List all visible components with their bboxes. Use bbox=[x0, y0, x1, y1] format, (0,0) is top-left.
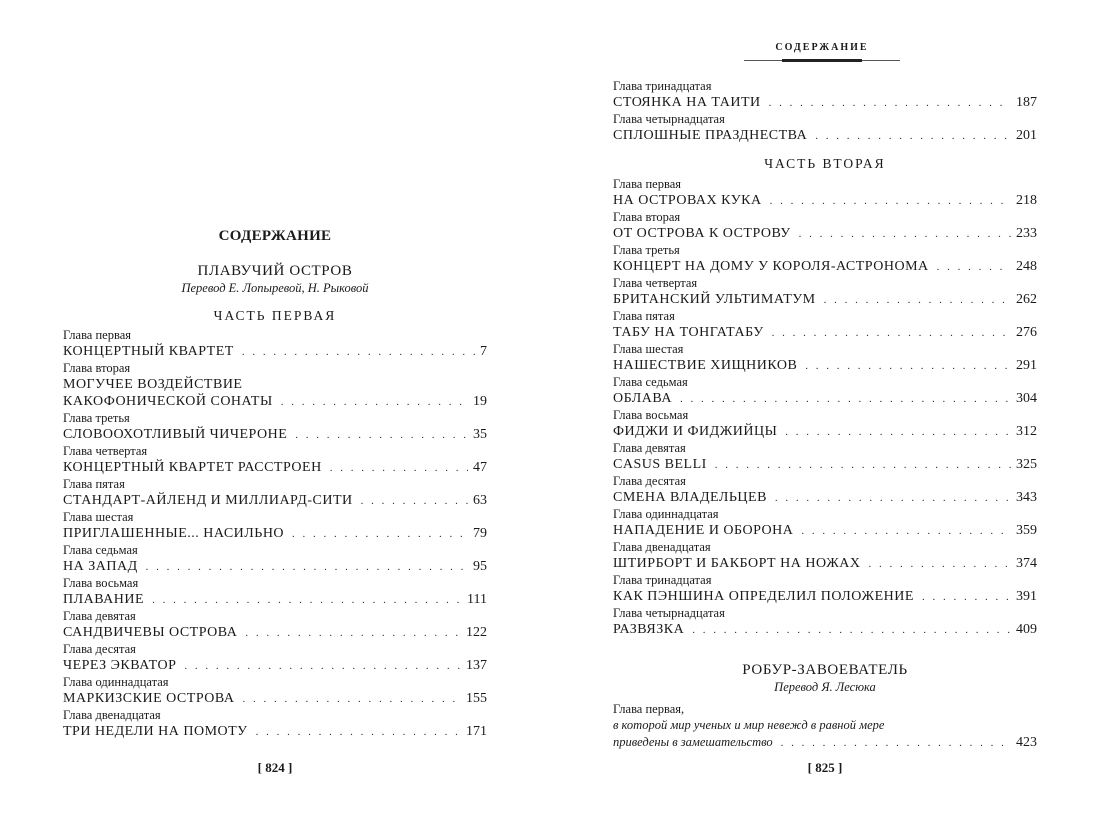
toc-entry bbox=[613, 258, 1037, 275]
dot-leader bbox=[781, 735, 1011, 752]
toc-list-part1-continued bbox=[613, 78, 1037, 144]
page-number: 359 bbox=[1016, 523, 1037, 538]
chapter-title: МАРКИЗСКИЕ ОСТРОВА bbox=[63, 691, 235, 706]
chapter-title: НАПАДЕНИЕ И ОБОРОНА bbox=[613, 523, 794, 538]
chapter-label: Глава тринадцатая bbox=[613, 573, 712, 587]
page-number: 47 bbox=[473, 460, 487, 475]
dot-leader bbox=[769, 95, 1011, 112]
chapter-title: СТАНДАРТ-АЙЛЕНД И МИЛЛИАРД-СИТИ bbox=[63, 493, 353, 508]
chapter-label: Глава десятая bbox=[613, 474, 686, 488]
toc-entry bbox=[613, 324, 1037, 341]
chapter-label: Глава одиннадцатая bbox=[63, 675, 169, 689]
dot-leader bbox=[770, 193, 1011, 210]
page-number: 218 bbox=[1016, 193, 1037, 208]
part-title: ЧАСТЬ ВТОРАЯ bbox=[764, 156, 886, 171]
toc-entry bbox=[63, 558, 487, 575]
chapter-title: приведены в замешательство bbox=[613, 735, 773, 749]
chapter-label: Глава девятая bbox=[63, 609, 136, 623]
page-number: 248 bbox=[1016, 259, 1037, 274]
dot-leader bbox=[692, 622, 1011, 639]
chapter-label: Глава тринадцатая bbox=[613, 79, 712, 93]
chapter-title: САНДВИЧЕВЫ ОСТРОВА bbox=[63, 625, 238, 640]
page-number: 233 bbox=[1016, 226, 1037, 241]
dot-leader bbox=[772, 325, 1011, 342]
page-number: 155 bbox=[466, 691, 487, 706]
chapter-title: CASUS BELLI bbox=[613, 457, 707, 472]
page-number: 137 bbox=[466, 658, 487, 673]
chapter-title: КОНЦЕРТНЫЙ КВАРТЕТ bbox=[63, 344, 234, 359]
toc-entry bbox=[63, 657, 487, 674]
toc-entry bbox=[63, 525, 487, 542]
chapter-title: СТОЯНКА НА ТАИТИ bbox=[613, 95, 761, 110]
toc-list-part2 bbox=[613, 176, 1037, 638]
chapter-label: Глава четырнадцатая bbox=[613, 606, 725, 620]
toc-entry bbox=[613, 192, 1037, 209]
toc-entry bbox=[613, 291, 1037, 308]
dot-leader bbox=[815, 128, 1011, 145]
toc-entry bbox=[613, 621, 1037, 638]
dot-leader bbox=[184, 658, 461, 675]
chapter-label: Глава шестая bbox=[63, 510, 134, 524]
page-number: 35 bbox=[473, 427, 487, 442]
dot-leader bbox=[785, 424, 1011, 441]
dot-leader bbox=[922, 589, 1011, 606]
chapter-title: НА ЗАПАД bbox=[63, 559, 138, 574]
page-number: 409 bbox=[1016, 622, 1037, 637]
toc-entry bbox=[613, 489, 1037, 506]
dot-leader bbox=[242, 691, 461, 708]
dot-leader bbox=[295, 427, 468, 444]
toc-list-part1 bbox=[63, 327, 487, 740]
page-number: 391 bbox=[1016, 589, 1037, 604]
toc-entry bbox=[63, 591, 487, 608]
page-number: 122 bbox=[466, 625, 487, 640]
page-number: 111 bbox=[467, 592, 487, 607]
chapter-label: Глава пятая bbox=[63, 477, 125, 491]
chapter-subtitle-line: в которой мир ученых и мир невежд в равной мере bbox=[613, 718, 885, 732]
chapter-label: Глава третья bbox=[613, 243, 680, 257]
chapter-label: Глава четырнадцатая bbox=[613, 112, 725, 126]
chapter-title: ШТИРБОРТ И БАКБОРТ НА НОЖАХ bbox=[613, 556, 861, 571]
chapter-title: ТРИ НЕДЕЛИ НА ПОМОТУ bbox=[63, 724, 248, 739]
right-page bbox=[550, 0, 1100, 825]
chapter-title: ОТ ОСТРОВА К ОСТРОВУ bbox=[613, 226, 791, 241]
chapter-title: ПЛАВАНИЕ bbox=[63, 592, 145, 607]
page-number: 325 bbox=[1016, 457, 1037, 472]
dot-leader bbox=[281, 394, 468, 411]
toc-entry bbox=[63, 426, 487, 443]
chapter-label: Глава седьмая bbox=[63, 543, 138, 557]
dot-leader bbox=[775, 490, 1011, 507]
dot-leader bbox=[805, 358, 1011, 375]
toc-entry bbox=[613, 225, 1037, 242]
toc-entry bbox=[63, 393, 487, 410]
chapter-title: ОБЛАВА bbox=[613, 391, 672, 406]
dot-leader bbox=[242, 344, 475, 361]
page-number: 312 bbox=[1016, 424, 1037, 439]
chapter-title: ЧЕРЕЗ ЭКВАТОР bbox=[63, 658, 177, 673]
chapter-label: Глава четвертая bbox=[63, 444, 148, 458]
toc-entry bbox=[63, 624, 487, 641]
page-number: 423 bbox=[1016, 735, 1037, 750]
dot-leader bbox=[146, 559, 468, 576]
chapter-label: Глава восьмая bbox=[63, 576, 139, 590]
chapter-title: ПРИГЛАШЕННЫЕ... НАСИЛЬНО bbox=[63, 526, 285, 541]
dot-leader bbox=[715, 457, 1011, 474]
toc-heading: СОДЕРЖАНИЕ bbox=[218, 228, 332, 244]
chapter-title: ФИДЖИ И ФИДЖИЙЦЫ bbox=[613, 424, 778, 439]
chapter-label: Глава девятая bbox=[613, 441, 686, 455]
chapter-label: Глава вторая bbox=[613, 210, 681, 224]
running-head: СОДЕРЖАНИЕ bbox=[775, 42, 869, 53]
chapter-title: КОНЦЕРТНЫЙ КВАРТЕТ РАССТРОЕН bbox=[63, 460, 322, 475]
chapter-label: Глава первая bbox=[63, 328, 132, 342]
running-head-rule bbox=[744, 60, 900, 61]
dot-leader bbox=[868, 556, 1011, 573]
toc-entry bbox=[613, 555, 1037, 572]
dot-leader bbox=[824, 292, 1011, 309]
chapter-title: КОНЦЕРТ НА ДОМУ У КОРОЛЯ-АСТРОНОМА bbox=[613, 259, 929, 274]
page-number: 19 bbox=[473, 394, 487, 409]
chapter-label: Глава вторая bbox=[63, 361, 131, 375]
work-title: ПЛАВУЧИЙ ОСТРОВ bbox=[197, 263, 353, 279]
toc-list-robur bbox=[613, 701, 1037, 751]
page-folio: [ 825 ] bbox=[807, 760, 843, 775]
toc-entry bbox=[63, 459, 487, 476]
page-number: 276 bbox=[1016, 325, 1037, 340]
chapter-title: БРИТАНСКИЙ УЛЬТИМАТУМ bbox=[613, 292, 816, 307]
chapter-title: СМЕНА ВЛАДЕЛЬЦЕВ bbox=[613, 490, 767, 505]
work-title: РОБУР-ЗАВОЕВАТЕЛЬ bbox=[742, 662, 908, 678]
chapter-label: Глава двенадцатая bbox=[63, 708, 161, 722]
chapter-label: Глава первая bbox=[613, 177, 682, 191]
dot-leader bbox=[680, 391, 1011, 408]
chapter-title: НАШЕСТВИЕ ХИЩНИКОВ bbox=[613, 358, 798, 373]
toc-entry bbox=[613, 734, 1037, 751]
chapter-label: Глава третья bbox=[63, 411, 130, 425]
chapter-title: ТАБУ НА ТОНГАТАБУ bbox=[613, 325, 764, 340]
chapter-label: Глава седьмая bbox=[613, 375, 688, 389]
page-number: 171 bbox=[466, 724, 487, 739]
page-folio: [ 824 ] bbox=[257, 760, 293, 775]
toc-entry bbox=[63, 492, 487, 509]
toc-entry bbox=[613, 423, 1037, 440]
dot-leader bbox=[256, 724, 461, 741]
chapter-label: Глава пятая bbox=[613, 309, 675, 323]
page-number: 262 bbox=[1016, 292, 1037, 307]
toc-entry bbox=[63, 723, 487, 740]
page-number: 343 bbox=[1016, 490, 1037, 505]
page-number: 201 bbox=[1016, 128, 1037, 143]
chapter-label: Глава шестая bbox=[613, 342, 684, 356]
chapter-title-line: МОГУЧЕЕ ВОЗДЕЙСТВИЕ bbox=[63, 377, 243, 392]
toc-entry bbox=[613, 390, 1037, 407]
page-number: 7 bbox=[480, 344, 487, 359]
dot-leader bbox=[937, 259, 1011, 276]
page-number: 95 bbox=[473, 559, 487, 574]
toc-entry bbox=[613, 357, 1037, 374]
page-number: 79 bbox=[473, 526, 487, 541]
chapter-title: СПЛОШНЫЕ ПРАЗДНЕСТВА bbox=[613, 128, 808, 143]
dot-leader bbox=[292, 526, 468, 543]
chapter-title: СЛОВООХОТЛИВЫЙ ЧИЧЕРОНЕ bbox=[63, 427, 288, 442]
toc-entry bbox=[613, 588, 1037, 605]
chapter-title: НА ОСТРОВАХ КУКА bbox=[613, 193, 762, 208]
toc-entry bbox=[613, 522, 1037, 539]
dot-leader bbox=[361, 493, 468, 510]
dot-leader bbox=[799, 226, 1011, 243]
chapter-title: КАК ПЭНШИНА ОПРЕДЕЛИЛ ПОЛОЖЕНИЕ bbox=[613, 589, 914, 604]
toc-entry bbox=[613, 94, 1037, 111]
chapter-label: Глава десятая bbox=[63, 642, 136, 656]
dot-leader bbox=[245, 625, 461, 642]
toc-entry bbox=[63, 343, 487, 360]
chapter-label: Глава одиннадцатая bbox=[613, 507, 719, 521]
chapter-label: Глава двенадцатая bbox=[613, 540, 711, 554]
dot-leader bbox=[330, 460, 468, 477]
chapter-label: Глава первая, bbox=[613, 702, 685, 716]
dot-leader bbox=[801, 523, 1011, 540]
toc-entry bbox=[613, 456, 1037, 473]
page-number: 304 bbox=[1016, 391, 1037, 406]
page-number: 291 bbox=[1016, 358, 1037, 373]
page-number: 374 bbox=[1016, 556, 1037, 571]
toc-entry bbox=[63, 690, 487, 707]
chapter-label: Глава четвертая bbox=[613, 276, 698, 290]
chapter-title: РАЗВЯЗКА bbox=[613, 622, 685, 637]
dot-leader bbox=[152, 592, 462, 609]
page-number: 187 bbox=[1016, 95, 1037, 110]
translator-credit: Перевод Е. Лопыревой, Н. Рыковой bbox=[181, 281, 369, 295]
chapter-label: Глава восьмая bbox=[613, 408, 689, 422]
translator-credit: Перевод Я. Лесюка bbox=[774, 680, 876, 694]
chapter-title: КАКОФОНИЧЕСКОЙ СОНАТЫ bbox=[63, 394, 273, 409]
part-title: ЧАСТЬ ПЕРВАЯ bbox=[213, 308, 337, 323]
toc-entry bbox=[613, 127, 1037, 144]
page-number: 63 bbox=[473, 493, 487, 508]
